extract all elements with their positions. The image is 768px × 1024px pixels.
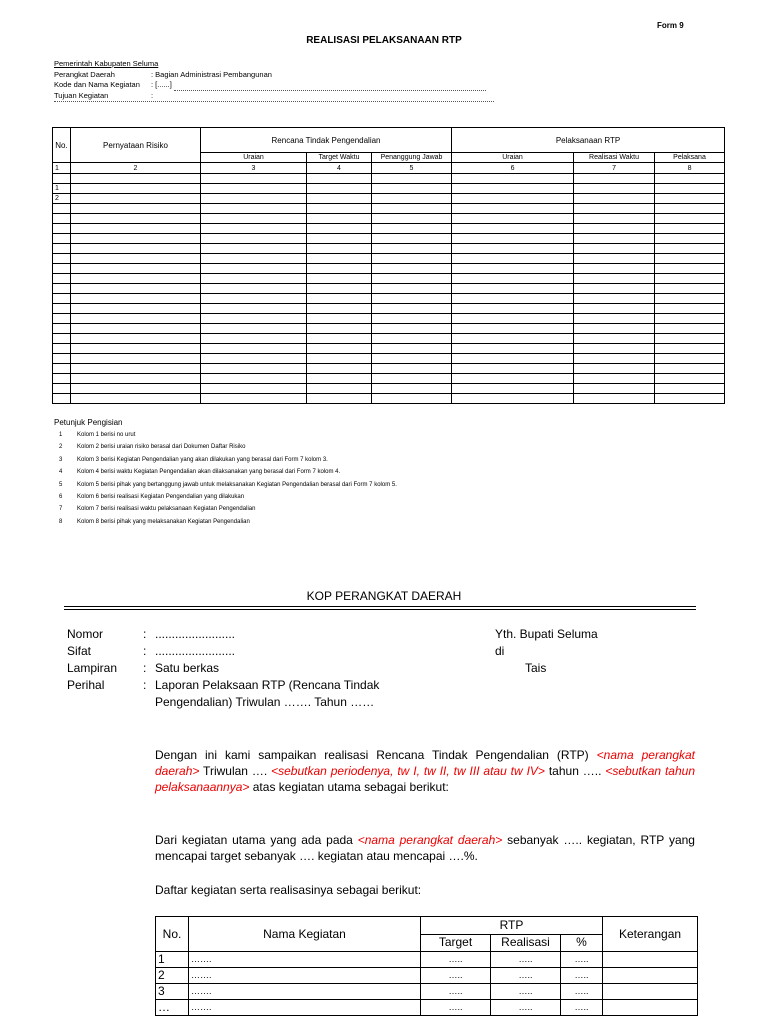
table-cell [53,344,71,354]
table-cell [452,224,574,234]
table-cell [655,244,725,254]
instruction-item: 4 Kolom 4 berisi waktu Kegiatan Pengendalian akan dilaksanakan yang berasal dari Form 7 kolom 4. [59,469,341,476]
table-cell [372,354,452,364]
table-cell [53,234,71,244]
table-cell [372,284,452,294]
table-cell [307,284,372,294]
field-value: : [......] [151,80,172,89]
instruction-item: 6 Kolom 6 berisi realisasi Kegiatan Pengendalian yang dilakukan [59,494,245,501]
table-cell [53,264,71,274]
table-cell [307,374,372,384]
table-cell [307,244,372,254]
table-cell [53,174,71,184]
table-cell [53,294,71,304]
table-row [53,304,725,314]
table-cell [574,234,655,244]
col-no-header: No. [53,128,71,163]
table-cell [574,304,655,314]
table-cell [71,334,201,344]
table-cell [53,314,71,324]
table-cell [71,294,201,304]
table-cell [201,364,307,374]
table-cell [372,304,452,314]
table-row [53,234,725,244]
table-cell [372,274,452,284]
table-cell [307,344,372,354]
table-cell [307,194,372,204]
table-cell [71,324,201,334]
table-cell [53,274,71,284]
table-cell [71,224,201,234]
table-cell [201,374,307,384]
table-row [53,254,725,264]
table-cell [655,264,725,274]
group-rtp-header: RTP [421,917,603,935]
table-cell: 2 [53,194,71,204]
table-cell [53,244,71,254]
table-cell [307,274,372,284]
col-name-header: Nama Kegiatan [189,917,421,952]
table-cell [53,304,71,314]
table-row [53,204,725,214]
table-cell [53,334,71,344]
table-cell [452,394,574,404]
form-meta [54,59,494,102]
table-cell [307,204,372,214]
column-number: 7 [574,163,655,174]
table-cell [201,354,307,364]
table-cell [201,384,307,394]
table-cell [71,384,201,394]
placeholder-text: <sebutkan periodenya, tw I, tw II, tw III atau tw IV> [271,764,545,778]
table-cell [307,234,372,244]
table-row [53,194,725,204]
table-cell [307,224,372,234]
table-cell [574,184,655,194]
header-label: Perihal [67,678,105,692]
table-row [53,314,725,324]
form-number: Form 9 [657,21,684,30]
table-cell [53,324,71,334]
letter-header: Nomor : ........................ Sifat : ........................ Lampiran : Satu berkas Perihal : Laporan Pelaksaan RTP (Rencana Tindak Pengendalian) Triwulan ……. Tahun …… [67,627,380,709]
table-cell [201,324,307,334]
fill-line [54,101,494,102]
table-cell [53,204,71,214]
table-cell [307,264,372,274]
table-cell [201,334,307,344]
table-row [53,174,725,184]
table-row [53,184,725,194]
rtp-realization-table [52,127,725,404]
table-row [53,224,725,234]
sub-header: Uraian [452,153,574,163]
table-row: … ……. ….. ….. ….. [156,1000,698,1016]
table-cell [452,254,574,264]
column-number: 4 [307,163,372,174]
table-cell [71,304,201,314]
column-number: 2 [71,163,201,174]
table-cell [655,374,725,384]
instructions [54,418,397,528]
table-cell [372,384,452,394]
col-risk-header: Pernyataan Risiko [71,128,201,163]
table-row: 2 ……. ….. ….. ….. [156,968,698,984]
table-cell [655,204,725,214]
recipient-place: Tais [525,661,547,675]
table-cell [71,314,201,324]
field-value: : [151,90,154,100]
document-title: REALISASI PELAKSANAAN RTP [306,35,462,46]
table-cell [452,234,574,244]
recipient [495,626,598,677]
table-cell [574,384,655,394]
group-plan-header: Rencana Tindak Pengendalian [201,128,452,153]
table-cell [574,394,655,404]
header-value: ........................ [155,644,236,658]
table-cell [71,274,201,284]
table-cell [372,264,452,274]
table-cell [307,354,372,364]
table-cell [574,244,655,254]
table-cell [655,314,725,324]
col-note-header: Keterangan [603,917,698,952]
table-cell [452,204,574,214]
table-cell [372,294,452,304]
table-cell [201,174,307,184]
header-label: Nomor [67,627,104,641]
table-cell [574,344,655,354]
table-cell [307,304,372,314]
table-cell [71,204,201,214]
fill-line [174,80,486,91]
table-cell [452,284,574,294]
column-number: 1 [53,163,71,174]
table-cell [655,334,725,344]
table-row: 1 ……. ….. ….. ….. [156,952,698,968]
table-cell [655,234,725,244]
table-cell [71,254,201,264]
table-cell [452,274,574,284]
table-cell [201,344,307,354]
sub-header: Uraian [201,153,307,163]
table-cell [452,324,574,334]
table-cell [53,254,71,264]
column-number: 5 [372,163,452,174]
table-cell [574,264,655,274]
table-cell [71,234,201,244]
placeholder-text: <nama perangkat daerah> [155,748,695,778]
table-cell [574,254,655,264]
table-cell [71,194,201,204]
perihal-continuation: Pengendalian) Triwulan ……. Tahun …… [155,695,375,709]
table-cell [452,314,574,324]
table-row [53,214,725,224]
field-value: : Bagian Administrasi Pembangunan [151,69,272,79]
table-cell [71,284,201,294]
sub-header: Realisasi Waktu [574,153,655,163]
table-cell [655,354,725,364]
table-cell [53,354,71,364]
table-cell [53,374,71,384]
table-row [53,294,725,304]
table-cell [452,244,574,254]
table-cell [53,364,71,374]
paragraph-list-intro: Daftar kegiatan serta realisasinya sebagai berikut: [155,883,422,897]
paragraph-summary: Dari kegiatan utama yang ada pada <nama perangkat daerah> sebanyak ….. kegiatan, RTP yang mencapai target sebanyak …. kegiatan atau mencapai ….%. [155,833,695,863]
header-value: ........................ [155,627,236,641]
table-cell [452,374,574,384]
table-row [53,274,725,284]
table-cell [71,244,201,254]
table-cell [655,284,725,294]
table-cell [574,364,655,374]
instruction-item: 3 Kolom 3 berisi Kegiatan Pengendalian yang akan dilakukan yang berasal dari Form 7 kolom 3. [59,456,328,463]
table-cell [307,184,372,194]
sub-header: Penanggung Jawab [372,153,452,163]
table-cell [372,344,452,354]
table-cell [655,394,725,404]
table-cell [655,294,725,304]
table-cell [71,354,201,364]
table-cell [307,254,372,264]
table-cell [655,184,725,194]
table-cell [53,214,71,224]
table-cell [71,344,201,354]
table-row [53,264,725,274]
field-label: Kode dan Nama Kegiatan [54,80,140,89]
table-cell [372,194,452,204]
instruction-item: 7 Kolom 7 berisi realisasi waktu pelaksanaan Kegiatan Pengendalian [59,506,256,513]
table-cell [53,384,71,394]
column-number: 6 [452,163,574,174]
table-cell [201,244,307,254]
col-pct-header: % [561,934,603,952]
table-cell [574,334,655,344]
table-cell [372,314,452,324]
table-cell [574,314,655,324]
instruction-item: 5 Kolom 5 berisi pihak yang bertanggung jawab untuk melaksanakan Kegiatan Pengendalian berasal dari Form 7 kolom 5. [59,481,397,488]
table-cell [655,254,725,264]
table-cell [452,194,574,204]
header-value: Laporan Pelaksaan RTP (Rencana Tindak [155,678,380,692]
table-cell [201,294,307,304]
table-row [53,354,725,364]
table-cell [307,174,372,184]
table-cell [452,264,574,274]
table-cell [372,364,452,374]
table-cell [201,394,307,404]
table-cell [71,264,201,274]
letterhead-title: KOP PERANGKAT DAERAH [306,589,462,603]
table-cell [53,394,71,404]
table-cell [372,234,452,244]
table-cell [655,304,725,314]
col-no-header: No. [156,917,189,952]
placeholder-text: <sebutkan tahun pelaksanaannya> [155,764,695,794]
table-cell [655,194,725,204]
table-cell [201,274,307,284]
table-cell [574,294,655,304]
table-row [53,374,725,384]
instruction-item: 8 Kolom 8 berisi pihak yang melaksanakan Kegiatan Pengendalian [59,518,250,525]
table-row [53,384,725,394]
table-cell [452,354,574,364]
table-cell [372,174,452,184]
instruction-item: 1 Kolom 1 berisi no urut [59,432,136,438]
table-cell [307,334,372,344]
table-cell [372,214,452,224]
table-cell [71,214,201,224]
group-impl-header: Pelaksanaan RTP [452,128,725,153]
table-cell [71,184,201,194]
table-cell [372,244,452,254]
table-cell [372,374,452,384]
table-cell [452,174,574,184]
table-cell [201,264,307,274]
table-cell [201,224,307,234]
table-cell [574,174,655,184]
table-cell: 1 [53,184,71,194]
table-cell [372,204,452,214]
table-cell [574,224,655,234]
table-cell [372,394,452,404]
activity-realization-table [155,916,698,1016]
table-cell [71,174,201,184]
table-cell [201,304,307,314]
table-cell [201,254,307,264]
table-row [53,284,725,294]
table-cell [201,284,307,294]
table-cell [655,384,725,394]
letterhead-rule [64,609,696,610]
table-cell [53,224,71,234]
col-target-header: Target [421,934,491,952]
header-label: Lampiran [67,661,118,675]
table-cell [372,184,452,194]
table-cell [201,314,307,324]
table-row [53,394,725,404]
placeholder-text: <nama perangkat daerah> [357,833,503,847]
table-cell [452,364,574,374]
table-cell [452,304,574,314]
table-cell [574,374,655,384]
table-cell [655,364,725,374]
table-cell [307,384,372,394]
table-cell [452,294,574,304]
table-cell [201,184,307,194]
table-cell [452,344,574,354]
table-cell [452,184,574,194]
table-cell [574,204,655,214]
table-cell [372,254,452,264]
sub-header: Pelaksana [655,153,725,163]
table-cell [574,194,655,204]
table-cell [71,374,201,384]
field-label: Perangkat Daerah [54,69,115,79]
table-cell [201,194,307,204]
col-real-header: Realisasi [491,934,561,952]
recipient-di: di [495,644,505,658]
sub-header: Target Waktu [307,153,372,163]
column-number: 8 [655,163,725,174]
table-cell [307,394,372,404]
header-label: Sifat [67,644,92,658]
instructions-title: Petunjuk Pengisian [54,418,123,427]
table-cell [307,324,372,334]
table-cell [655,324,725,334]
column-number: 3 [201,163,307,174]
table-cell [452,214,574,224]
table-cell [574,284,655,294]
field-label: Tujuan Kegiatan [54,90,109,100]
table-cell [307,364,372,374]
table-cell [372,224,452,234]
table-cell [574,274,655,284]
table-cell [201,204,307,214]
table-cell [574,354,655,364]
table-cell [53,284,71,294]
table-cell [655,344,725,354]
table-cell [372,334,452,344]
table-row [53,334,725,344]
table-cell [71,394,201,404]
table-cell [201,234,307,244]
table-cell [307,314,372,324]
recipient-name: Yth. Bupati Seluma [495,627,598,641]
header-value: Satu berkas [155,661,220,675]
table-cell [655,224,725,234]
table-cell [574,214,655,224]
table-row [53,364,725,374]
government-name: Pemerintah Kabupaten Seluma [54,59,159,68]
table-cell [71,364,201,374]
table-row: 3 ……. ….. ….. ….. [156,984,698,1000]
instruction-item: 2 Kolom 2 berisi uraian risiko berasal dari Dokumen Daftar Risiko [59,444,246,451]
table-cell [655,214,725,224]
table-cell [201,214,307,224]
table-cell [452,384,574,394]
table-cell [655,274,725,284]
table-row [53,244,725,254]
table-row [53,324,725,334]
table-cell [307,294,372,304]
table-cell [655,174,725,184]
table-cell [574,324,655,334]
paragraph-intro: Dengan ini kami sampaikan realisasi Rencana Tindak Pengendalian (RTP) <nama perangkat daerah> Triwulan …. <sebutkan periodenya, tw I, tw II, tw III atau tw IV> tahun ….. <sebutkan tahun pelaksanaannya> atas kegiatan utama sebagai berikut: [155,748,695,794]
table-cell [307,214,372,224]
letterhead-rule [64,606,696,607]
table-cell [452,334,574,344]
table-row [53,344,725,354]
table-cell [372,324,452,334]
